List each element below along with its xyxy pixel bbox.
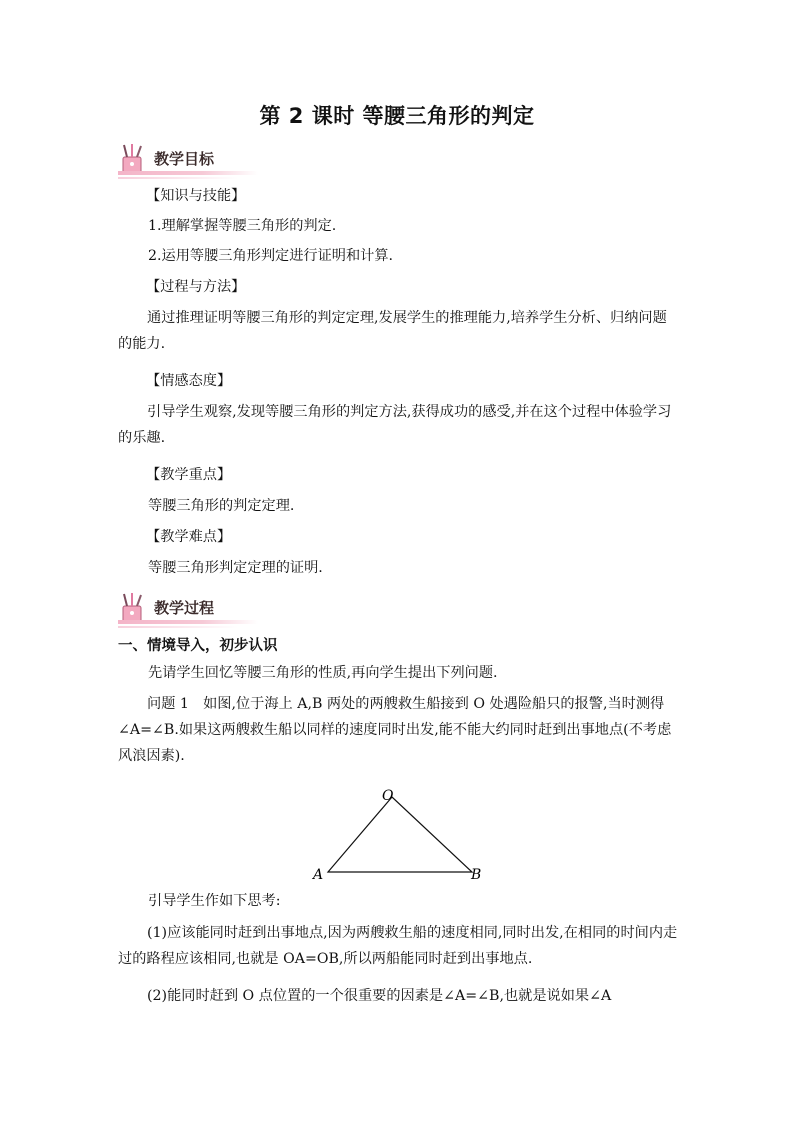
vertex-label-o: O — [382, 788, 394, 804]
think-2: (2)能同时赶到 O 点位置的一个很重要的因素是∠A=∠B,也就是说如果∠A — [147, 988, 612, 1004]
intro-text: 先请学生回忆等腰三角形的性质,再向学生提出下列问题. — [148, 665, 498, 681]
guide-text: 引导学生作如下思考: — [148, 893, 281, 909]
section-badge-process — [118, 592, 258, 628]
heading-emotion: 【情感态度】 — [146, 373, 232, 389]
section-label: 教学目标 — [154, 150, 215, 168]
page-title: 第 2 课时 等腰三角形的判定 — [259, 104, 535, 128]
section-underline-secondary — [118, 626, 238, 628]
difficult-point-text: 等腰三角形判定定理的证明. — [148, 560, 323, 576]
key-point-text: 等腰三角形的判定定理. — [148, 498, 295, 514]
heading-process-method: 【过程与方法】 — [146, 279, 246, 295]
step1-title: 一、情境导入，初步认识 — [118, 638, 278, 654]
knowledge-item-1: 1.理解掌握等腰三角形的判定. — [148, 218, 337, 234]
process-method-text: 通过推理证明等腰三角形的判定定理,发展学生的推理能力,培养学生分析、归纳问题的能力. — [118, 310, 667, 352]
section-underline — [118, 171, 258, 175]
vertex-label-a: A — [313, 867, 324, 883]
heading-knowledge: 【知识与技能】 — [146, 188, 246, 204]
section-label: 教学过程 — [154, 599, 215, 617]
question-1: 问题 1 如图,位于海上 A,B 两处的两艘救生船接到 O 处遇险船只的报警,当时测得∠A=∠B.如果这两艘救生船以同样的速度同时出发,能不能大约同时赶到出事地点(不考虑风浪因素). — [118, 696, 672, 764]
section-underline — [118, 620, 258, 624]
section-badge-objectives — [118, 143, 258, 179]
section-underline-secondary — [118, 177, 238, 179]
think-1: (1)应该能同时赶到出事地点,因为两艘救生船的速度相同,同时出发,在相同的时间内走过的路程应该相同,也就是 OA=OB,所以两船能同时赶到出事地点. — [118, 925, 678, 967]
triangle-figure — [305, 785, 495, 885]
emotion-text: 引导学生观察,发现等腰三角形的判定方法,获得成功的感受,并在这个过程中体验学习的乐趣. — [118, 404, 672, 446]
vertex-label-b: B — [471, 867, 482, 883]
knowledge-item-2: 2.运用等腰三角形判定进行证明和计算. — [148, 248, 394, 264]
heading-difficult-point: 【教学难点】 — [146, 529, 232, 545]
heading-key-point: 【教学重点】 — [146, 467, 232, 483]
